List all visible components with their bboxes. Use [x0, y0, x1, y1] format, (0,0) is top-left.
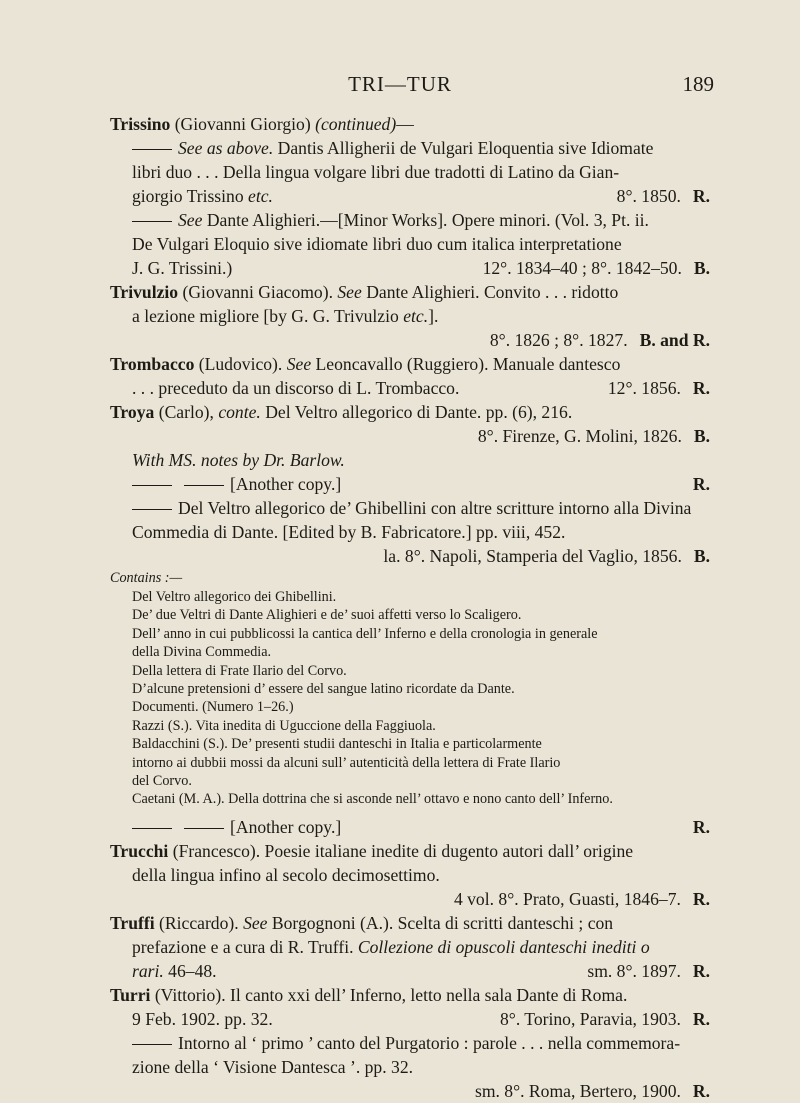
imprint-text: 8°. 1850.: [616, 186, 681, 206]
entry-text: . . . preceduto da un discorso di L. Trombacco.: [132, 378, 460, 398]
entry-text: libri duo . . . Della lingua volgare libri due tradotti di Latino da Gian-: [132, 162, 620, 182]
entry-text: (Carlo),: [154, 402, 219, 422]
running-head: [0, 72, 800, 102]
entry-line: [110, 887, 710, 911]
entry-line: [110, 424, 710, 448]
entry-text: Dante Alighieri. Convito . . . ridotto: [361, 282, 619, 302]
contents-item: Del Veltro allegorico dei Ghibellini.: [132, 589, 337, 605]
entry-text: ].: [428, 306, 439, 326]
entry-italic: See: [286, 354, 312, 374]
entry-text: (Ludovico).: [194, 354, 287, 374]
entry-italic: See: [243, 912, 268, 933]
contents-item: Baldacchini (S.). De’ presenti studii danteschi in Italia e particolarmente: [132, 736, 542, 753]
library-mark: B.: [693, 546, 710, 566]
library-mark: R.: [692, 186, 710, 206]
library-mark: B. and R.: [639, 330, 710, 350]
running-title: TRI—TUR: [348, 72, 452, 96]
page-number: 189: [682, 72, 714, 96]
contents-item: della Divina Commedia.: [132, 644, 272, 661]
entry-line: [110, 232, 710, 256]
entry-italic: etc.: [403, 306, 429, 326]
imprint: [454, 887, 710, 911]
entry-line: [110, 136, 710, 160]
imprint: [478, 424, 710, 448]
library-mark: R.: [692, 1008, 710, 1029]
entry-heading-line: [110, 911, 710, 935]
entry-text: 9 Feb. 1902. pp. 32.: [132, 1008, 273, 1029]
entry-text: [Another copy.]: [230, 474, 342, 494]
entry-heading-line: [110, 400, 710, 424]
entry-line: [110, 448, 710, 472]
entry-heading-line: [110, 352, 710, 376]
ditto-dash: [132, 1044, 172, 1045]
library-mark: R.: [692, 474, 710, 494]
entry-italic: rari.: [132, 960, 164, 981]
entry-text: Dantis Alligherii de Vulgari Eloquentia sive Idiomate: [273, 138, 654, 158]
entry-italic: See: [337, 282, 362, 302]
entry-line: [110, 328, 710, 352]
imprint: [617, 184, 710, 208]
entry-line: [110, 160, 710, 184]
library-mark: R.: [692, 1080, 710, 1101]
entry-text: (Francesco). Poesie italiane inedite di dugento autori dall’ origine: [168, 840, 634, 861]
imprint: [608, 376, 710, 400]
entry-text: (Riccardo).: [154, 912, 244, 933]
imprint: [475, 1079, 710, 1103]
entries: [110, 112, 710, 1103]
imprint: [587, 959, 710, 983]
ditto-dash: [184, 828, 224, 829]
entry-text: 46–48.: [163, 960, 217, 981]
entry-heading-line: [110, 839, 710, 863]
entry-line: [110, 520, 710, 544]
imprint-text: sm. 8°. 1897.: [587, 960, 681, 981]
contents-item: Dell’ anno in cui pubblicossi la cantica dell’ Inferno e della cronologia in generale: [132, 625, 598, 642]
entry-text: (Giovanni Giacomo).: [178, 282, 338, 302]
entry-text: Dante Alighieri.—[Minor Works]. Opere minori. (Vol. 3, Pt. ii.: [202, 210, 649, 230]
entry-text: Commedia di Dante. [Edited by B. Fabricatore.] pp. viii, 452.: [132, 522, 566, 542]
entry-line: [110, 208, 710, 232]
library-mark: R.: [692, 816, 710, 837]
imprint-text: sm. 8°. Roma, Bertero, 1900.: [474, 1080, 681, 1101]
library-mark: R.: [692, 960, 710, 981]
entry-head: Troya: [110, 402, 155, 422]
entry-line: [110, 1079, 710, 1103]
imprint-text: 12°. 1834–40 ; 8°. 1842–50.: [482, 258, 682, 278]
entry-line: [110, 304, 710, 328]
imprint: [500, 1007, 710, 1031]
entry-text: Del Veltro allegorico de’ Ghibellini con altre scritture intorno alla Divina: [178, 498, 692, 518]
entry-line: [110, 376, 710, 400]
entry-heading-line: [110, 280, 710, 304]
imprint-text: 12°. 1856.: [607, 378, 681, 398]
entry-heading-line: [110, 983, 710, 1007]
imprint-text: 8°. 1826 ; 8°. 1827.: [489, 330, 628, 350]
contents-label: Contains :—: [110, 570, 183, 586]
contents-item: intorno ai dubbii mossi da alcuni sull’ autenticità della lettera di Frate Ilario: [132, 754, 561, 771]
entry-head: Trombacco: [110, 354, 195, 374]
contents-item: del Corvo.: [132, 772, 192, 789]
imprint: [681, 472, 710, 496]
contents-item: D’alcune pretensioni d’ essere del sangue latino ricordate da Dante.: [132, 680, 515, 697]
entry-line: [110, 184, 710, 208]
contents-item: Caetani (M. A.). Della dottrina che si asconde nell’ ottavo e nono canto dell’ Inferno.: [132, 791, 613, 808]
library-mark: B.: [693, 426, 710, 446]
entry-line: [110, 544, 710, 568]
entry-text: —: [396, 114, 414, 134]
ditto-dash: [132, 149, 172, 150]
contents-item: Razzi (S.). Vita inedita di Uguccione della Faggiuola.: [132, 717, 436, 734]
entry-line: [110, 1031, 710, 1055]
entry-text: Del Veltro allegorico di Dante. pp. (6), 216.: [260, 402, 573, 422]
entry-text: (Giovanni Giorgio): [170, 114, 316, 134]
entry-text: [Another copy.]: [230, 816, 342, 837]
imprint-text: 8°. Torino, Paravia, 1903.: [499, 1008, 681, 1029]
entry-text: Borgognoni (A.). Scelta di scritti danteschi ; con: [267, 912, 614, 933]
entry-heading-line: [110, 112, 710, 136]
entry-line: [110, 959, 710, 983]
imprint: [681, 815, 710, 839]
entry-text: Intorno al ‘ primo ’ canto del Purgatorio : parole . . . nella commemora-: [178, 1032, 681, 1053]
entry-line: [110, 472, 710, 496]
entry-line: [110, 1007, 710, 1031]
imprint-text: 8°. Firenze, G. Molini, 1826.: [477, 426, 682, 446]
entry-text: zione della ‘ Visione Dantesca ’. pp. 32.: [132, 1056, 414, 1077]
entry-text: della lingua infino al secolo decimosettimo.: [132, 864, 440, 885]
imprint-text: 4 vol. 8°. Prato, Guasti, 1846–7.: [453, 888, 681, 909]
entry-italic: See: [178, 210, 203, 230]
entry-text: prefazione e a cura di R. Truffi.: [132, 936, 358, 957]
entry-line: [110, 935, 710, 959]
entry-head: Turri: [110, 984, 151, 1005]
entry-head: Truffi: [110, 912, 155, 933]
imprint-text: la. 8°. Napoli, Stamperia del Vaglio, 1856.: [383, 546, 682, 566]
entry-italic: etc.: [248, 186, 273, 206]
contents-item: De’ due Veltri di Dante Alighieri e de’ suoi affetti verso lo Scaligero.: [132, 607, 522, 624]
ditto-dash: [132, 221, 172, 222]
ditto-dash: [184, 485, 224, 486]
ditto-dash: [132, 828, 172, 829]
imprint: [490, 328, 710, 352]
entry-line: [110, 1055, 710, 1079]
contents-item: Documenti. (Numero 1–26.): [132, 699, 294, 716]
entry-text: Leoncavallo (Ruggiero). Manuale dantesco: [311, 354, 621, 374]
ditto-dash: [132, 485, 172, 486]
entry-line: [110, 815, 710, 839]
imprint: [483, 256, 710, 280]
entry-italic: See as above.: [178, 138, 274, 158]
entry-italic: (continued): [315, 114, 397, 134]
entry-line: [110, 496, 710, 520]
entry-text: (Vittorio). Il canto xxi dell’ Inferno, letto nella sala Dante di Roma.: [150, 984, 628, 1005]
entry-text: J. G. Trissini.): [132, 258, 233, 278]
contents-item: Della lettera di Frate Ilario del Corvo.: [132, 662, 347, 679]
entry-text: a lezione migliore [by G. G. Trivulzio: [132, 306, 404, 326]
entry-line: [110, 256, 710, 280]
library-mark: B.: [693, 258, 710, 278]
manuscript-note: With MS. notes by Dr. Barlow.: [132, 450, 345, 470]
entry-text: De Vulgari Eloquio sive idiomate libri duo cum italica interpretatione: [132, 234, 622, 254]
imprint: [383, 544, 710, 568]
ditto-dash: [132, 509, 172, 510]
entry-italic: Collezione di opuscoli danteschi inediti o: [357, 936, 650, 957]
entry-head: Trivulzio: [110, 282, 179, 302]
library-mark: R.: [692, 378, 710, 398]
entry-italic: conte.: [218, 402, 261, 422]
entry-text: giorgio Trissino: [132, 186, 249, 206]
entry-line: [110, 863, 710, 887]
entry-head: Trucchi: [110, 840, 169, 861]
library-mark: R.: [692, 888, 710, 909]
entry-head: Trissino: [110, 114, 171, 134]
